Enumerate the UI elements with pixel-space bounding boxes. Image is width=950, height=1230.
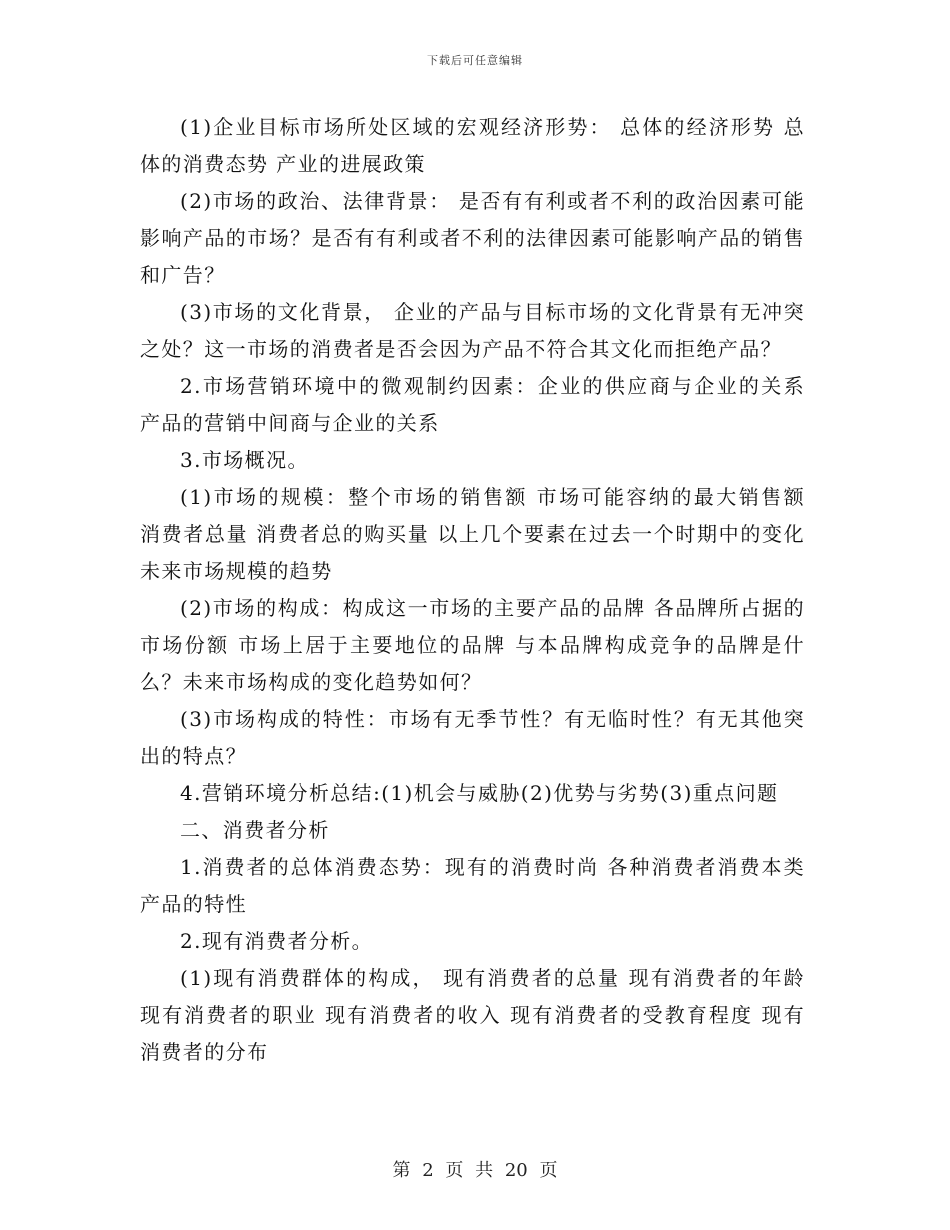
document-body (140, 109, 805, 1071)
paragraph: (2)市场的构成：构成这一市场的主要产品的品牌 各品牌所占据的市场份额 市场上居于主要地位的品牌 与本品牌构成竞争的品牌是什么？未来市场构成的变化趋势如何？ (140, 596, 805, 694)
paragraph: 3.市场概况。 (180, 448, 309, 472)
paragraph: 4.营销环境分析总结:(1)机会与威胁(2)优势与劣势(3)重点问题 (180, 781, 779, 805)
header-note: 下载后可任意编辑 (427, 54, 523, 67)
paragraph: (1)市场的规模：整个市场的销售额 市场可能容纳的最大销售额 消费者总量 消费者总的购买量 以上几个要素在过去一个时期中的变化 未来市场规模的趋势 (140, 485, 805, 583)
page-footer (0, 1156, 950, 1182)
paragraph: (3)市场构成的特性：市场有无季节性？有无临时性？有无其他突出的特点？ (140, 707, 805, 768)
paragraph: 2.市场营销环境中的微观制约因素：企业的供应商与企业的关系 产品的营销中间商与企业的关系 (140, 374, 805, 435)
paragraph: (3)市场的文化背景， 企业的产品与目标市场的文化背景有无冲突之处？这一市场的消费者是否会因为产品不符合其文化而拒绝产品？ (140, 300, 805, 361)
paragraph: 1.消费者的总体消费态势：现有的消费时尚 各种消费者消费本类产品的特性 (140, 855, 805, 916)
page-number: 第 2 页 共 20 页 (392, 1160, 558, 1181)
section-heading: 二、消费者分析 (180, 818, 330, 842)
paragraph: (2)市场的政治、法律背景： 是否有有利或者不利的政治因素可能影响产品的市场？是否有有利或者不利的法律因素可能影响产品的销售和广告？ (140, 189, 805, 287)
paragraph: (1)现有消费群体的构成， 现有消费者的总量 现有消费者的年龄 现有消费者的职业 现有消费者的收入 现有消费者的受教育程度 现有消费者的分布 (140, 966, 805, 1064)
paragraph: (1)企业目标市场所处区域的宏观经济形势： 总体的经济形势 总体的消费态势 产业的进展政策 (140, 115, 805, 176)
paragraph: 2.现有消费者分析。 (180, 929, 374, 953)
page-header (0, 52, 950, 68)
